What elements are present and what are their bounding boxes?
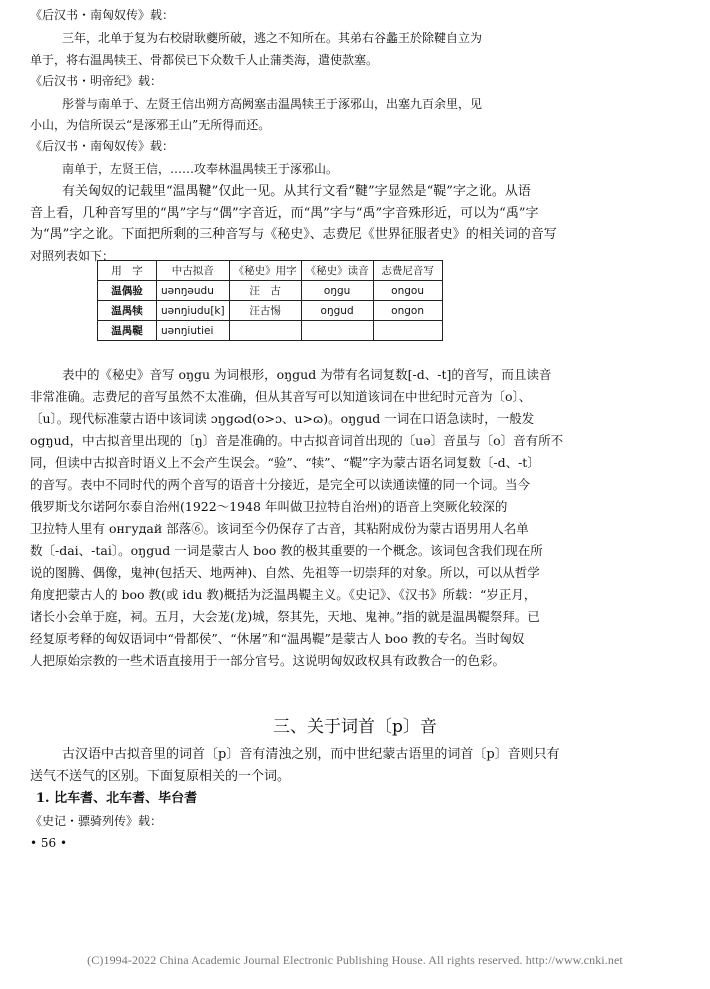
table-cell: 温禺鞮 xyxy=(98,321,157,341)
copyright-footer: (C)1994-2022 China Academic Journal Electronic Publishing House. All rights reserved. http://www.cnki.net xyxy=(87,953,623,967)
quote-source: 《后汉书・明帝纪》载： xyxy=(30,74,163,88)
paragraph-line: 同，但读中古拟音时语义上不会产生误会。“验”、“犊”、“鞮”字为蒙古语名词复数〔-d、-t〕 xyxy=(30,455,540,470)
quote-source: 《史记・骠骑列传》载： xyxy=(30,814,163,828)
sub-heading: 1. 比车耆、北车耆、毕台耆 xyxy=(36,791,198,806)
table-cell xyxy=(229,321,301,341)
table-header-cell: 《秘史》用字 xyxy=(229,261,301,281)
table-cell: 汪古惕 xyxy=(229,301,301,321)
paragraph-line: 数〔-dai、-tai〕。oŋgud 一词是蒙古人 boo 教的极其重要的一个概念。该词包含我们现在所 xyxy=(30,543,543,558)
quote-line: 小山，为信所误云“是涿邪王山”无所得而还。 xyxy=(30,118,271,132)
quote-line: 彤誉与南单于、左贤王信出朔方高阙塞击温禺犊王于涿邪山，出塞九百余里，见 xyxy=(62,97,483,111)
table-cell: 温偶验 xyxy=(98,281,157,301)
paragraph-line: 经复原考释的匈奴语词中“骨都侯”、“休屠”和“温禺鞮”是蒙古人 boo 教的专名。当时匈奴 xyxy=(30,631,525,646)
table-cell: uənŋəudu xyxy=(157,281,230,301)
quote-source: 《后汉书・南匈奴传》载： xyxy=(30,8,175,22)
table-row xyxy=(98,321,443,341)
section-heading: 三、关于词首〔p〕音 xyxy=(273,717,437,737)
paragraph-line: 〔u〕。现代标准蒙古语中该词读 ɔŋgɷd(o>ɔ、u>ɷ)。oŋgud 一词在口语急读时，一般发 xyxy=(30,411,535,426)
transcription-table xyxy=(97,260,443,341)
paragraph-line: 送气不送气的区别。下面复原相关的一个词。 xyxy=(30,769,291,784)
paragraph-line: 非常准确。志费尼的音写虽然不太准确，但从其音写可以知道该词在中世纪时元音为〔o〕、 xyxy=(30,389,532,404)
paragraph-line: 的音写。表中不同时代的两个音写的语音十分接近，是完全可以读通读懂的同一个词。当今 xyxy=(30,477,531,492)
paragraph-line: 音上看，几种音写里的“禺”字与“偶”字音近，而“禺”字与“禹”字音殊形近，可以为“禹”字 xyxy=(30,206,539,221)
table-cell xyxy=(373,321,442,341)
quote-line: 单于，将右温禺犊王、骨都侯已下众数千人止蒲类海，遣使款塞。 xyxy=(30,53,379,67)
paragraph-line: 诸长小会单于庭，祠。五月，大会茏(龙)城，祭其先，天地、鬼神。”指的就是温禺鞮祭拜。已 xyxy=(30,609,540,624)
table-cell: uənŋiudu[k] xyxy=(157,301,230,321)
table-cell: oŋgud xyxy=(301,301,373,321)
paragraph-line: 卫拉特人里有 онгудай 部落⑥。该词至今仍保存了古音，其粘附成份为蒙古语男用人名单 xyxy=(30,521,529,536)
quote-line: 南单于，左贤王信，……攻奉林温禺犊王于涿邪山。 xyxy=(62,162,339,176)
table-cell: ongon xyxy=(373,301,442,321)
paragraph-line: 表中的《秘史》音写 oŋgu 为词根形，oŋgud 为带有名词复数[-d、-t]的音写，而且读音 xyxy=(62,367,552,382)
paragraph-line: 为“禺”字之讹。下面把所剩的三种音写与《秘史》、志费尼《世界征服者史》的相关词的音写 xyxy=(30,227,557,242)
paragraph-line: 对照列表如下： xyxy=(30,249,115,263)
table-cell xyxy=(301,321,373,341)
quote-line: 三年，北单于复为右校尉耿夔所破，逃之不知所在。其弟右谷蠡王於除鞬自立为 xyxy=(62,31,483,45)
page-number: • 56 • xyxy=(30,836,68,850)
table-row xyxy=(98,301,443,321)
table-header-row xyxy=(98,261,443,281)
quote-source: 《后汉书・南匈奴传》载： xyxy=(30,139,175,153)
table-row xyxy=(98,281,443,301)
paragraph-line: 角度把蒙古人的 boo 教(或 idu 教)概括为泛温禺鞮主义。《史记》、《汉书》所载：“岁正月， xyxy=(30,587,537,602)
paragraph-line: ogŋud，中古拟音里出现的〔ŋ〕音是准确的。中古拟音词首出现的〔uə〕音虽与〔o〕音有所不 xyxy=(30,433,564,448)
table-header-cell: 用 字 xyxy=(98,261,157,281)
table-header-cell: 《秘史》读音 xyxy=(301,261,373,281)
paragraph-line: 人把原始宗教的一些术语直接用于一部分官号。这说明匈奴政权具有政教合一的色彩。 xyxy=(30,653,506,668)
paragraph-line: 古汉语中古拟音里的词首〔p〕音有清浊之别，而中世纪蒙古语里的词首〔p〕音则只有 xyxy=(62,747,560,762)
table-cell: 汪 古 xyxy=(229,281,301,301)
table-cell: oŋgu xyxy=(301,281,373,301)
paragraph-line: 有关匈奴的记载里“温禺鞬”仅此一见。从其行文看“鞬”字显然是“鞮”字之讹。从语 xyxy=(62,184,531,199)
table-header-cell: 志费尼音写 xyxy=(373,261,442,281)
paragraph-line: 俄罗斯戈尔诺阿尔泰自治州(1922～1948 年叫做卫拉特自治州)的语音上突厥化较深的 xyxy=(30,499,508,514)
table-cell: ongou xyxy=(373,281,442,301)
table-cell: 温禺犊 xyxy=(98,301,157,321)
table-cell: uənŋiutiei xyxy=(157,321,230,341)
table-header-cell: 中古拟音 xyxy=(157,261,230,281)
paragraph-line: 说的图腾、偶像，鬼神(包括天、地两神)、自然、先祖等一切崇拜的对象。所以，可以从哲学 xyxy=(30,565,540,580)
